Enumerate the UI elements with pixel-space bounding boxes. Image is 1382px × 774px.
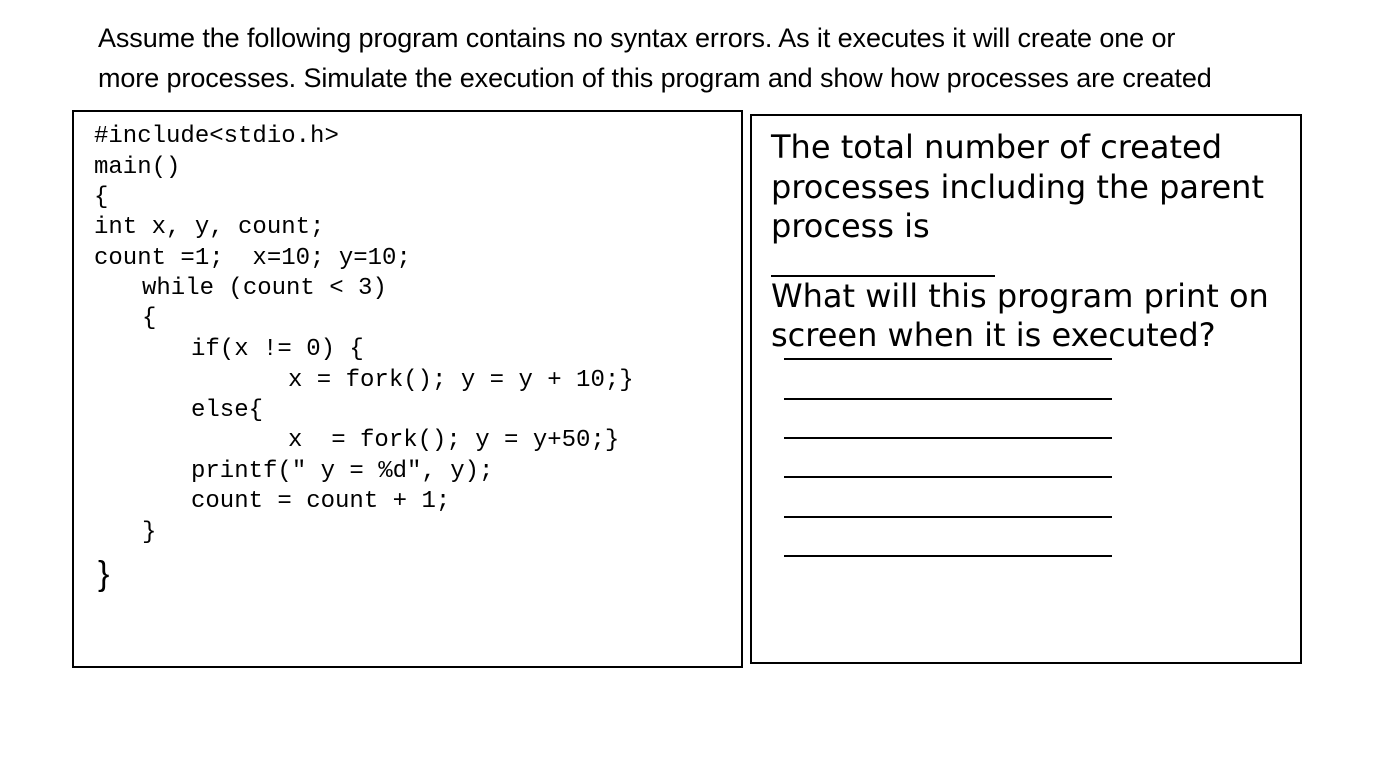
code-line: if(x != 0) { [191, 336, 364, 363]
problem-statement [98, 18, 1348, 98]
code-line: count =1; x=10; y=10; [94, 245, 411, 272]
code-line: main() [94, 154, 181, 181]
code-listing [74, 112, 741, 666]
code-panel [72, 110, 743, 668]
code-line: x = fork(); y = y + 10;} [288, 367, 634, 394]
code-line: printf(" y = %d", y); [191, 458, 494, 485]
question-line-5: screen when it is executed? [771, 316, 1216, 354]
question-line-3-text: process is [771, 207, 930, 245]
code-line: { [142, 305, 157, 332]
code-line: x = fork(); y = y+50;} [288, 427, 620, 454]
problem-statement-line-1: Assume the following program contains no syntax errors. As it executes it will create one or [98, 23, 1176, 53]
code-line: int x, y, count; [94, 214, 325, 241]
code-line: #include<stdio.h> [94, 123, 339, 150]
question-line-3 [771, 207, 1291, 277]
answer-line[interactable] [784, 476, 1112, 478]
code-line: while (count < 3) [142, 275, 387, 302]
process-count-blank[interactable] [771, 247, 995, 277]
code-line: } [142, 519, 157, 546]
answer-line[interactable] [784, 358, 1112, 360]
answer-line[interactable] [784, 437, 1112, 439]
code-line: { [94, 184, 109, 211]
problem-statement-line-2: more processes. Simulate the execution of this program and show how processes are created [98, 63, 1212, 93]
closing-brace: } [98, 555, 110, 593]
question-line-4: What will this program print on [771, 276, 1269, 315]
answer-panel [750, 114, 1302, 664]
question-text [771, 128, 1291, 356]
code-line: count = count + 1; [191, 488, 451, 515]
question-line-2: processes including the parent [771, 167, 1264, 206]
answer-line[interactable] [784, 516, 1112, 518]
answer-line[interactable] [784, 398, 1112, 400]
question-line-1: The total number of created [771, 128, 1222, 166]
answer-line[interactable] [784, 555, 1112, 557]
code-line: else{ [191, 397, 264, 424]
